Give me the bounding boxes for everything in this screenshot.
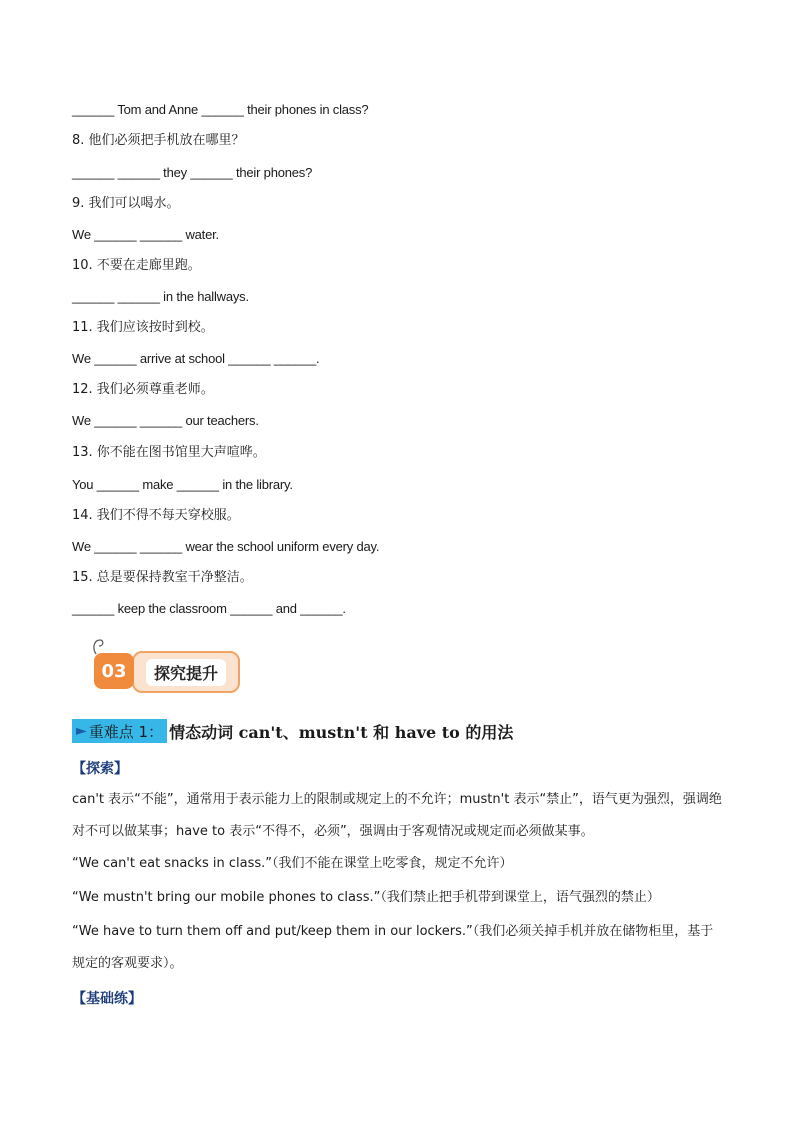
- example-sentence: “We can't eat snacks in class.”（我们不能在课堂上吃零食，规定不允许）: [72, 856, 513, 871]
- exercise-answer-line: We ______ arrive at school ______ ______.: [72, 351, 320, 366]
- exercise-question: 8. 他们必须把手机放在哪里？: [72, 133, 245, 148]
- exercise-answer-line: We ______ ______ water.: [72, 227, 219, 242]
- example-sentence: “We mustn't bring our mobile phones to class.”（我们禁止把手机带到课堂上，语气强烈的禁止）: [72, 890, 660, 905]
- example-sentence: “We have to turn them off and put/keep them in our lockers.”（我们必须关掉手机并放在储物柜里，基于规定的客观要求）。: [72, 924, 714, 971]
- exercise-question: 12. 我们必须尊重老师。: [72, 382, 214, 397]
- heading-title: 情态动词 can't、mustn't 和 have to 的用法: [169, 722, 514, 742]
- section-label: 探究提升: [146, 659, 226, 686]
- key-point-heading: [72, 718, 513, 744]
- section-badge: [92, 650, 242, 692]
- exercise-question: 15. 总是要保持教室干净整洁。: [72, 570, 253, 585]
- exercise-answer-line: You ______ make ______ in the library.: [72, 477, 293, 492]
- exercise-question: 13. 你不能在图书馆里大声喧哗。: [72, 445, 266, 460]
- exercise-answer-line: ______ keep the classroom ______ and ______.: [72, 601, 346, 616]
- exercise-answer-line: We ______ ______ wear the school uniform every day.: [72, 539, 380, 554]
- exercise-question: 14. 我们不得不每天穿校服。: [72, 508, 240, 523]
- basic-practice-title: 【基础练】: [72, 991, 142, 1007]
- exercise-question: 10. 不要在走廊里跑。: [72, 258, 201, 273]
- section-label-box: [132, 651, 240, 693]
- exercise-question: 11. 我们应该按时到校。: [72, 320, 214, 335]
- exercise-answer-line: We ______ ______ our teachers.: [72, 413, 259, 428]
- exercise-answer-line: ______ Tom and Anne ______ their phones in class?: [72, 102, 369, 117]
- exercise-answer-line: ______ ______ in the hallways.: [72, 289, 249, 304]
- triangle-arrow-icon: ►: [76, 723, 87, 739]
- exercise-question: 9. 我们可以喝水。: [72, 196, 180, 211]
- explore-paragraph: can't 表示“不能”，通常用于表示能力上的限制或规定上的不允许；mustn't 表示“禁止”，语气更为强烈，强调绝对不可以做某事；have to 表示“不得不，必须”，强调由于客观情况或规定而必须做某事。: [72, 792, 722, 839]
- section-number: 03: [94, 653, 134, 689]
- exercise-answer-line: ______ ______ they ______ their phones?: [72, 165, 313, 180]
- explore-title: 【探索】: [72, 761, 128, 777]
- heading-highlight-text: 重难点 1：: [88, 722, 164, 741]
- heading-highlight: [72, 719, 167, 743]
